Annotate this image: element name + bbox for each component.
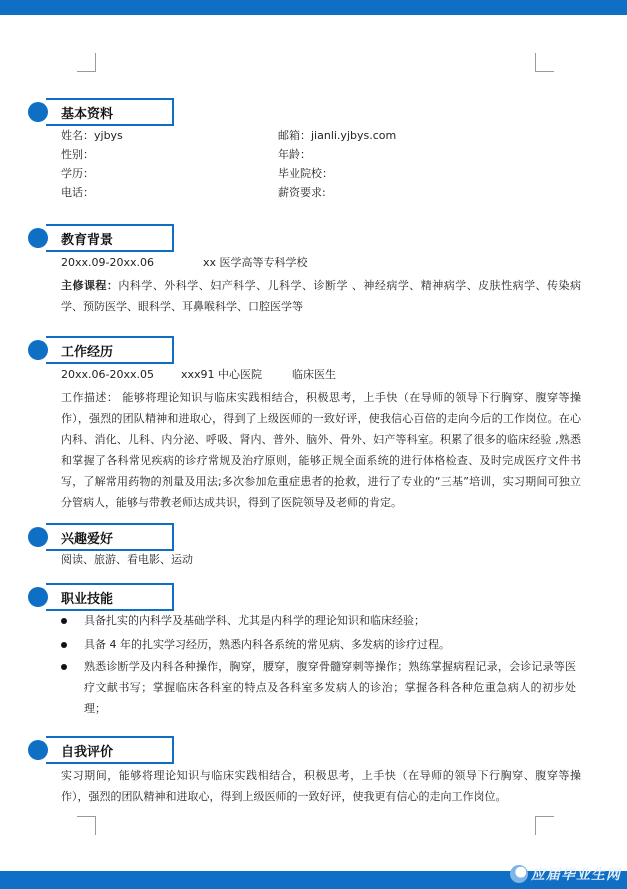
bullet-dot-icon (61, 618, 67, 624)
section-title: 教育背景 (61, 233, 114, 248)
bullet-circle-icon (28, 340, 48, 360)
bullet-circle-icon (28, 102, 48, 122)
basic-age: 年龄： (278, 148, 311, 161)
crop-mark-top-right (535, 53, 554, 72)
crop-mark-top-left (77, 53, 96, 72)
section-header-education (28, 224, 158, 254)
bullet-circle-icon (28, 740, 48, 760)
basic-school: 毕业院校： (278, 167, 333, 180)
top-color-bar (0, 0, 627, 15)
bullet-circle-icon (28, 587, 48, 607)
hobby-text: 阅读、旅游、看电影、运动 (61, 553, 193, 566)
section-title: 工作经历 (61, 345, 114, 360)
section-header-basic (28, 98, 158, 128)
self-evaluation-text: 实习期间，能够将理论知识与临床实践相结合，积极思考，上手快（在导师的领导下行胸穿、腹穿等操作），强烈的团队精神和进取心，得到上级医师的一致好评，使我更有信心的走向工作岗位。 (61, 769, 581, 803)
courses-text: 内科学、外科学、妇产科学、儿科学、诊断学 、神经病学、精神病学、皮肤性病学、传染病学、预防医学、眼科学、耳鼻喉科学、口腔医学等 (61, 279, 581, 313)
work-description: 工作描述： 能够将理论知识与临床实践相结合，积极思考，上手快（在导师的领导下行胸穿、腹穿等操作），强烈的团队精神和进取心，得到了上级医师的一致好评，使我信心百倍的走向今后的工作岗位。在心内科、消化、儿科、内分泌、呼吸、肾内、普外、脑外、骨外、妇产等科室。积累了很多的临床经验 ,熟悉和掌握了各科常见疾病的诊疗常规及治疗原则，能够正规全面系统的进行体格检查、及时完成医疗文件书写，了解常用药物的剂量及用法;多次参加危重症患者的抢救，进行了专业的“三基”培训，实习期间可独立分管病人，能够与带教老师达成共识，得到了医院领导及老师的肯定。 (61, 391, 581, 509)
work-hospital: xxx91 中心医院 (181, 368, 263, 381)
edu-school: xx 医学高等专科学校 (203, 256, 308, 269)
section-title: 职业技能 (61, 592, 114, 607)
section-title: 基本资料 (61, 107, 114, 122)
bullet-circle-icon (28, 527, 48, 547)
bullet-circle-icon (28, 228, 48, 248)
basic-gender: 性别： (61, 148, 94, 161)
site-watermark: 应届毕业生网 (510, 862, 621, 886)
bullet-dot-icon (61, 664, 67, 670)
section-title: 兴趣爱好 (61, 532, 114, 547)
section-header-self-evaluation (28, 736, 158, 766)
section-header-skills (28, 583, 158, 613)
site-logo-icon (510, 865, 528, 883)
basic-name: 姓名：yjbys (61, 129, 123, 142)
crop-mark-bottom-right (535, 816, 554, 835)
bullet-dot-icon (61, 642, 67, 648)
edu-period: 20xx.09-20xx.06 (61, 256, 154, 269)
crop-mark-bottom-left (77, 816, 96, 835)
basic-email: 邮箱：jianli.yjbys.com (278, 129, 397, 142)
basic-phone: 电话： (61, 186, 94, 199)
basic-salary: 薪资要求: (278, 186, 326, 199)
section-header-hobby (28, 523, 158, 553)
work-role: 临床医生 (292, 368, 336, 381)
section-header-work (28, 336, 158, 366)
courses-label: 主修课程： (61, 279, 119, 292)
section-title: 自我评价 (61, 745, 114, 760)
edu-courses (61, 275, 581, 317)
work-period: 20xx.06-20xx.05 (61, 368, 154, 381)
basic-education: 学历： (61, 167, 94, 180)
